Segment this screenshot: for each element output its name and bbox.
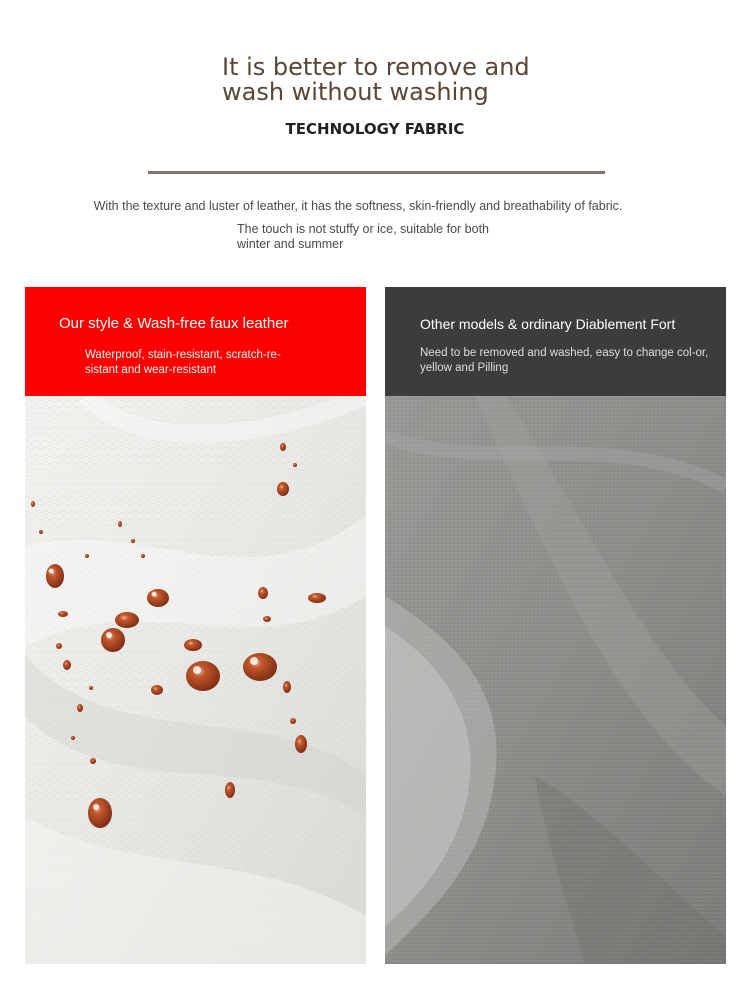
headline <box>222 55 530 105</box>
description-secondary: The touch is not stuffy or ice, suitable for both winter and summer <box>237 222 489 251</box>
our-style-banner <box>25 287 366 396</box>
our-style-title: Our style & Wash-free faux leather <box>59 315 289 332</box>
description: With the texture and luster of leather, it has the softness, skin-friendly and breathability of fabric. <box>93 199 623 213</box>
other-models-title: Other models & ordinary Diablement Fort <box>420 316 676 332</box>
leather-photo <box>25 396 366 964</box>
subheading: TECHNOLOGY FABRIC <box>285 120 465 138</box>
headline-line-2: wash without washing <box>222 78 489 106</box>
our-style-subtitle: Waterproof, stain-resistant, scratch-re-sistant and wear-resistant <box>85 349 281 376</box>
our-style-panel <box>25 287 366 964</box>
headline-line-1: It is better to remove and <box>222 53 530 81</box>
divider <box>148 171 605 174</box>
other-models-banner <box>385 287 726 396</box>
other-models-panel <box>385 287 726 964</box>
other-models-subtitle: Need to be removed and washed, easy to change col-or, yellow and Pilling <box>420 347 709 374</box>
fabric-photo <box>385 396 726 964</box>
